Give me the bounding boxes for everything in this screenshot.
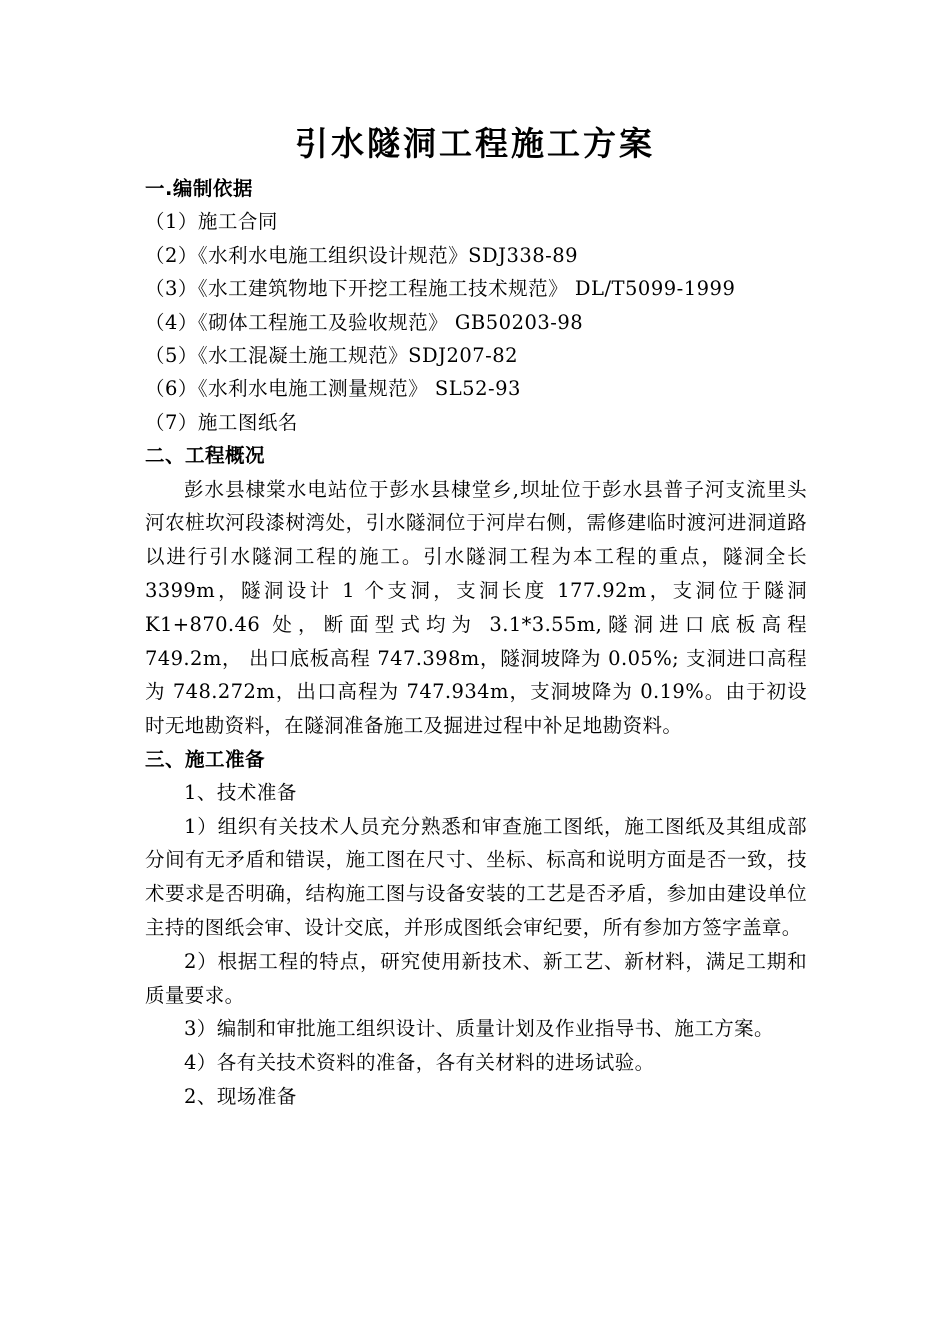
document-body xyxy=(145,172,807,1113)
prep-paragraph-3: 3）编制和审批施工组织设计、质量计划及作业指导书、施工方案。 xyxy=(184,1017,774,1041)
document-title: 引水隧洞工程施工方案 xyxy=(295,124,655,163)
section-heading-basis: 一.编制依据 xyxy=(145,177,253,200)
basis-item: （2）《水利水电施工组织设计规范》SDJ338-89 xyxy=(145,243,579,267)
subsection-site-prep: 2、现场准备 xyxy=(184,1085,297,1109)
prep-paragraph-2: 2）根据工程的特点，研究使用新技术、新工艺、新材料，满足工期和质量要求。 xyxy=(145,949,807,1007)
section-heading-overview: 二、工程概况 xyxy=(145,444,266,468)
basis-item: （5）《水工混凝土施工规范》SDJ207-82 xyxy=(145,343,519,367)
basis-item: （3）《水工建筑物地下开挖工程施工技术规范》 DL/T5099-1999 xyxy=(145,277,736,301)
prep-paragraph-1: 1）组织有关技术人员充分熟悉和审查施工图纸，施工图纸及其组成部分间有无矛盾和错误，施工图在尺寸、坐标、标高和说明方面是否一致，技术要求是否明确，结构施工图与设备安装的工艺是否矛盾，参加由建设单位主持的图纸会审、设计交底，并形成图纸会审纪要，所有参加方签字盖章。 xyxy=(145,814,807,940)
section-heading-preparation: 三、施工准备 xyxy=(145,747,266,771)
basis-item: （6）《水利水电施工测量规范》 SL52-93 xyxy=(145,377,521,401)
subsection-technical-prep: 1、技术准备 xyxy=(184,781,297,805)
prep-paragraph-4: 4）各有关技术资料的准备，各有关材料的进场试验。 xyxy=(184,1051,655,1075)
basis-item: （7）施工图纸名 xyxy=(145,410,298,434)
basis-item: （4）《砌体工程施工及验收规范》 GB50203-98 xyxy=(145,310,584,334)
overview-paragraph: 彭水县棣棠水电站位于彭水县棣堂乡,坝址位于彭水县普子河支流里头河农桩坎河段漆树湾处，引水隧洞位于河岸右侧，需修建临时渡河进洞道路以进行引水隧洞工程的施工。引水隧洞工程为本工程的重点，隧洞全长 3399m，隧洞设计 1 个支洞，支洞长度 177.92m，支洞位于隧洞 K1+870.46 处，断面型式均为 3.1*3.55m,隧洞进口底板高程 749.2m， 出口底板高程 747.398m，隧洞坡降为 0.05%; 支洞进口高程为 748.272m，出口高程为 747.934m，支洞坡降为 0.19%。由于初设时无地勘资料，在隧洞准备施工及掘进过程中补足地勘资料。 xyxy=(145,477,807,738)
basis-item: （1）施工合同 xyxy=(145,210,278,234)
